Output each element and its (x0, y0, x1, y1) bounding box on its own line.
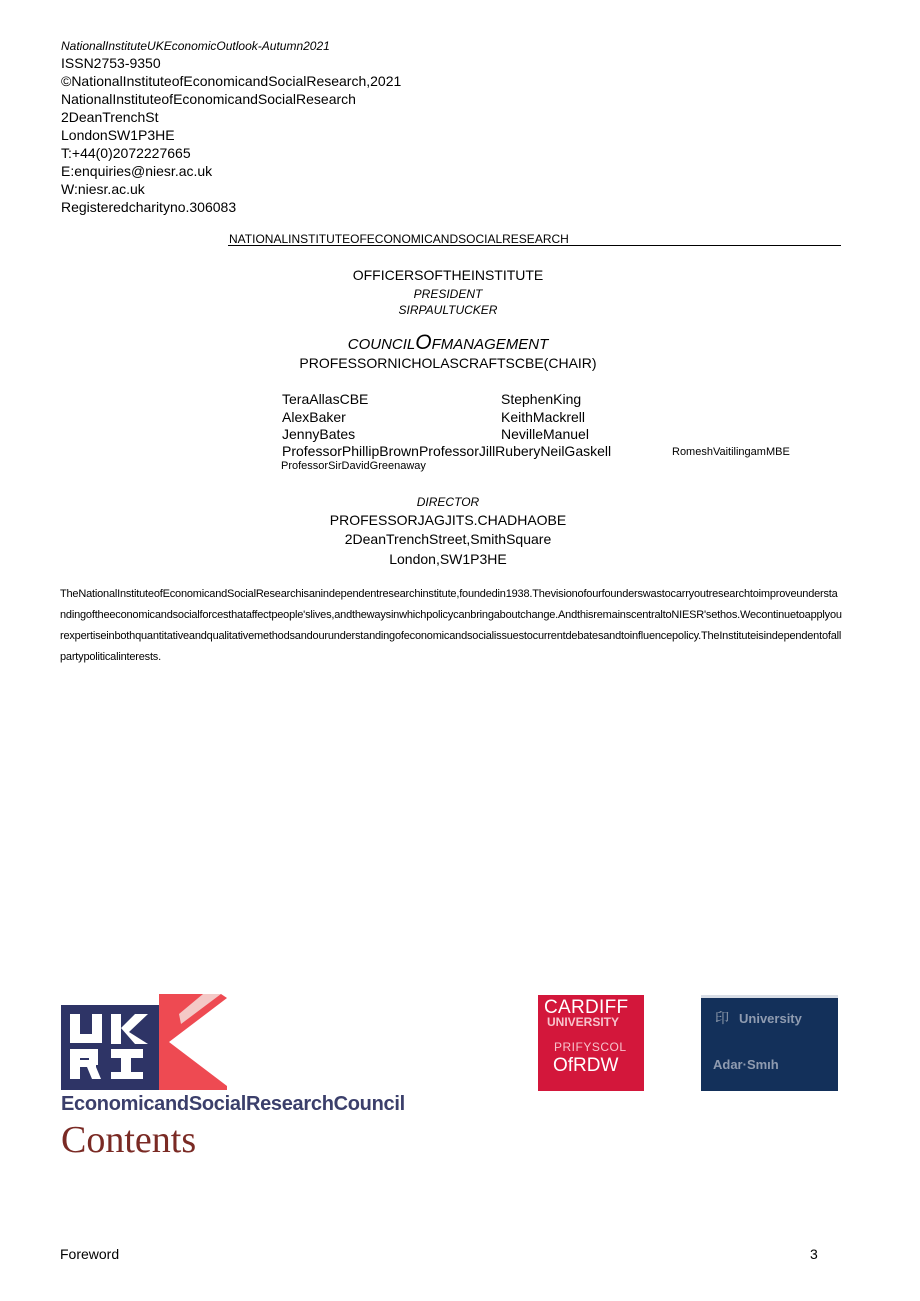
council-member: JennyBates (282, 426, 356, 442)
ukri-logo (61, 994, 227, 1090)
director-label: DIRECTOR (416, 495, 480, 509)
council-member: KeithMackrell (501, 409, 586, 425)
council-member: TeraAllasCBE (282, 391, 369, 407)
president-name: SIRPAULTUCKER (398, 303, 498, 317)
banner-divider (228, 245, 841, 246)
council-heading: COUNCILOFMANAGEMENT (347, 331, 549, 354)
cardiff-university-logo (538, 995, 644, 1091)
council-member: AlexBaker (282, 409, 346, 425)
email-link[interactable]: E:enquiries@niesr.ac.uk (61, 163, 213, 179)
cardiff-university-text: UNIVERSITY (547, 1015, 620, 1029)
copyright: ©NationalInstituteofEconomicandSocialResearch,2021 (61, 73, 402, 89)
ukri-logo-graphic (61, 994, 227, 1090)
issn: ISSN2753-9350 (61, 55, 161, 71)
council-member: RomeshVaitilingamMBE (672, 446, 790, 458)
city: LondonSW1P3HE (61, 127, 175, 143)
cardiff-text: CARDIFF (544, 997, 629, 1018)
charity-number: Registeredcharityno.306083 (61, 199, 237, 215)
logo-top-strip (701, 995, 838, 998)
president-label: PRESIDENT (413, 287, 483, 301)
director-address-1: 2DeanTrenchStreet,SmithSquare (344, 531, 552, 547)
phone: T:+44(0)2072227665 (61, 145, 191, 161)
director-address-2: London,SW1P3HE (389, 551, 507, 567)
cardiff-welsh-text: PRIFYSCOL (554, 1040, 627, 1054)
toc-entry-page[interactable]: 3 (810, 1246, 818, 1262)
council-member: NevilleManuel (501, 426, 589, 442)
adam-smith-logo (701, 995, 838, 1091)
contents-heading: Contents (61, 1119, 197, 1161)
director-name: PROFESSORJAGJITS.CHADHAOBE (329, 512, 567, 528)
about-paragraph: TheNationalInstituteofEconomicandSocialResearchisanindependentresearchinstitute,foundedin1938.Thevisionofourfounderswastocarryoutresearchtoimproveunderstandingoftheeconomicandsocialforcesthataffectpeople'slives,andthewaysinwhichpolicycanbringaboutchange.AndthisremainscentraltoNIESR'sethos.Wecontinuetoapplyourexpertiseinbothquantitativeandqualitativemethodsandourunderstandingofeconomicandsocialissuestocurrentdebatesandtoinfluencepolicy.TheInstituteisindependentofallpartypoliticalinterests. (60, 588, 842, 663)
crest-icon: 印 (715, 1010, 729, 1026)
council-chair: PROFESSORNICHOLASCRAFTSCBE(CHAIR) (299, 355, 597, 371)
esrc-wordmark: EconomicandSocialResearchCouncil (61, 1093, 405, 1115)
council-member: ProfessorSirDavidGreenaway (281, 460, 426, 472)
toc-entry-label[interactable]: Foreword (60, 1246, 120, 1262)
council-member-row: ProfessorPhillipBrownProfessorJillRuberyNeilGaskell (282, 443, 612, 459)
institute-banner: NATIONALINSTITUTEOFECONOMICANDSOCIALRESEARCH (229, 232, 569, 246)
university-text: University (739, 1011, 802, 1026)
org-name: NationalInstituteofEconomicandSocialResearch (61, 91, 356, 107)
series-title: NationalInstituteUKEconomicOutlook-Autumn2021 (61, 39, 330, 53)
cardiff-welsh-name: OfRDW (553, 1055, 619, 1076)
council-member: StephenKing (501, 391, 582, 407)
officers-heading: OFFICERSOFTHEINSTITUTE (352, 267, 544, 283)
street: 2DeanTrenchSt (61, 109, 159, 125)
adam-smith-text: Adar·Smıh (713, 1057, 779, 1072)
web-link[interactable]: W:niesr.ac.uk (61, 181, 145, 197)
